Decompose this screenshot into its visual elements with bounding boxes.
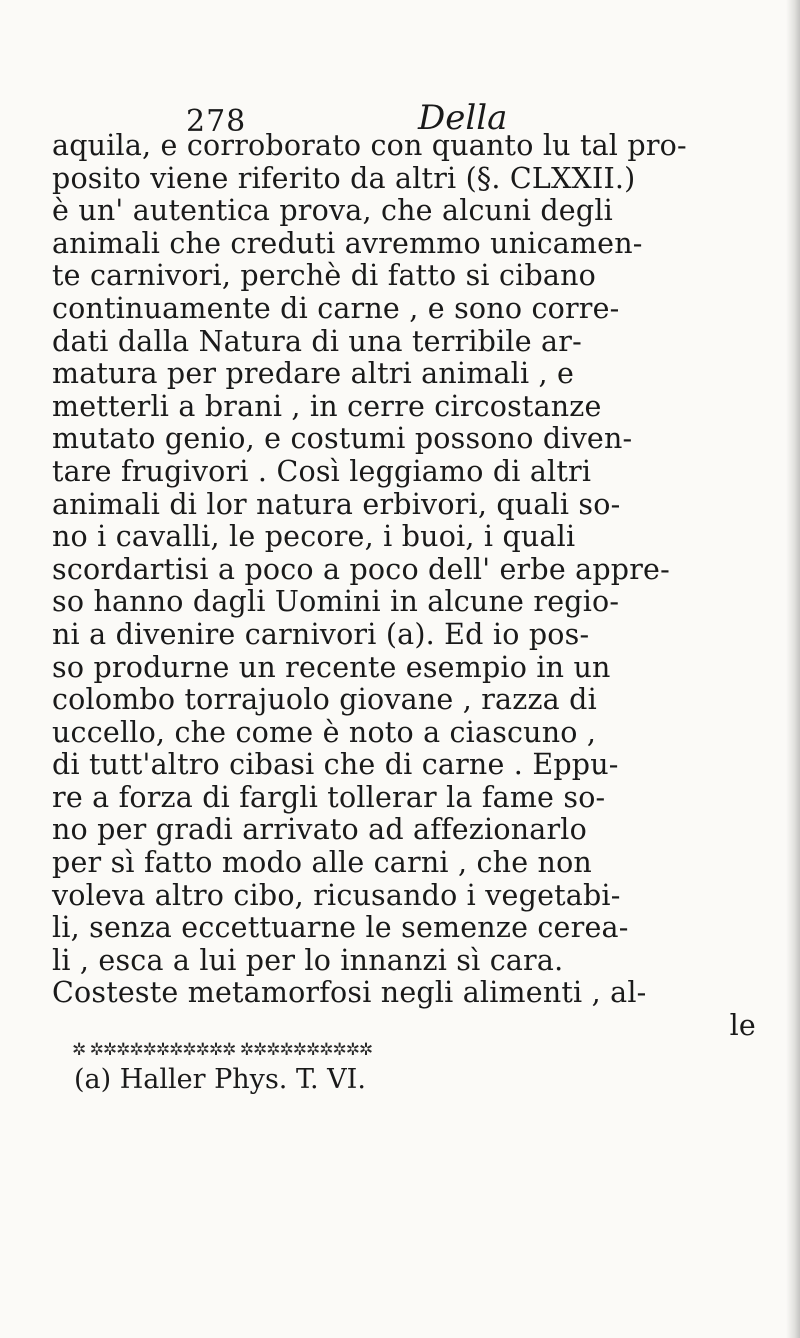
text-line: mutato genio, e costumi possono diven- xyxy=(52,422,633,456)
text-line: tare frugivori . Così leggiamo di altri xyxy=(52,454,592,488)
text-line: posito viene riferito da altri (§. CLXXII.) xyxy=(52,161,636,195)
footnote: (a) Haller Phys. T. VI. xyxy=(74,1064,366,1095)
text-line: li, senza eccettuarne le semenze cerea- xyxy=(52,911,629,945)
text-line: animali che creduti avremmo unicamen- xyxy=(52,226,643,260)
page-edge-shadow xyxy=(786,0,800,1338)
text-line: dati dalla Natura di una terribile ar- xyxy=(52,324,582,358)
text-line: di tutt'altro cibasi che di carne . Eppu- xyxy=(52,748,619,782)
text-line: ni a divenire carnivori (a). Ed io pos- xyxy=(52,617,590,651)
text-line: colombo torrajuolo giovane , razza di xyxy=(52,683,597,717)
text-line: Costeste metamorfosi negli alimenti , al- xyxy=(52,976,647,1010)
text-line: re a forza di fargli tollerar la fame so- xyxy=(52,780,606,814)
body-text xyxy=(52,130,772,1043)
text-line: no per gradi arrivato ad affezionarlo xyxy=(52,813,587,847)
text-line: metterli a brani , in cerre circostanze xyxy=(52,389,602,423)
ornamental-rule: ✲ ✲✲✲✲✲✲✲✲✲✲✲ ✲✲✲✲✲✲✲✲✲✲ xyxy=(72,1040,373,1060)
text-line: li , esca a lui per lo innanzi sì cara. xyxy=(52,943,564,977)
text-line: continuamente di carne , e sono corre- xyxy=(52,291,620,325)
text-line: voleva altro cibo, ricusando i vegetabi- xyxy=(52,878,621,912)
page-number: 278 xyxy=(186,104,247,139)
text-line: aquila, e corroborato con quanto lu tal pro- xyxy=(52,129,687,162)
running-head: Della xyxy=(418,98,508,138)
text-line: no i cavalli, le pecore, i buoi, i quali xyxy=(52,520,576,554)
text-line: per sì fatto modo alle carni , che non xyxy=(52,846,592,880)
text-line: matura per predare altri animali , e xyxy=(52,357,575,391)
catchword: le xyxy=(729,1009,756,1043)
text-line: te carnivori, perchè di fatto si cibano xyxy=(52,259,597,293)
text-line: so hanno dagli Uomini in alcune regio- xyxy=(52,585,620,619)
text-line: animali di lor natura erbivori, quali so- xyxy=(52,487,621,521)
text-line: uccello, che come è noto a ciascuno , xyxy=(52,715,597,749)
text-line: scordartisi a poco a poco dell' erbe appre- xyxy=(52,552,670,586)
text-line: è un' autentica prova, che alcuni degli xyxy=(52,194,613,228)
text-line: so produrne un recente esempio in un xyxy=(52,650,611,684)
